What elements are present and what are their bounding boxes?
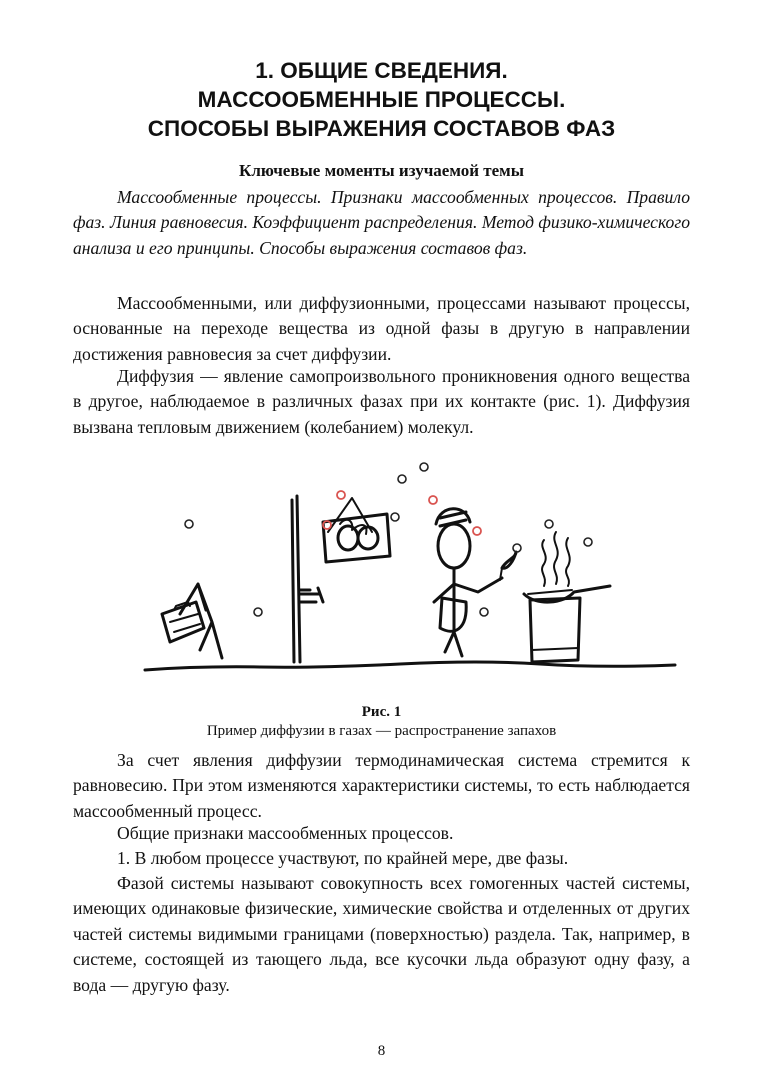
door-post xyxy=(292,496,323,662)
molecule xyxy=(391,513,399,521)
paragraph-text: За счет явления диффузии термодинамическая система стремится к равновесию. При этом изменяются характеристики системы, то есть наблюдается массообменный процесс. xyxy=(73,750,690,821)
page-number: 8 xyxy=(377,1043,386,1059)
molecule xyxy=(584,538,592,546)
paragraph-diffusion xyxy=(73,364,690,440)
figure-caption: Пример диффузии в газах — распространение запахов xyxy=(206,723,557,739)
stove-with-pan xyxy=(524,532,610,662)
paragraph-text: Общие признаки массообменных процессов. xyxy=(117,823,454,843)
wine-glass xyxy=(500,552,516,580)
chapter-title xyxy=(60,56,703,143)
molecule xyxy=(420,463,428,471)
molecule xyxy=(398,475,406,483)
molecule xyxy=(545,520,553,528)
figure-label: Рис. 1 xyxy=(361,704,402,720)
paragraph-phase-definition xyxy=(73,871,690,998)
molecule xyxy=(513,544,521,552)
paragraph-equilibrium xyxy=(73,748,690,824)
paragraph-rule-1 xyxy=(73,846,690,871)
paragraph-text: Фазой системы называют совокупность всех гомогенных частей системы, имеющих одинаковые физические, химические свойства и отделенных от других частей системы видимыми границами (поверхностью) раздела. Так, например, в системе, состоящей из тающего льда, все кусочки льда образуют одну фазу, а вода — другую фазу. xyxy=(73,873,690,995)
title-line-1: 1. ОБЩИЕ СВЕДЕНИЯ. xyxy=(255,58,508,83)
title-line-3: СПОСОБЫ ВЫРАЖЕНИЯ СОСТАВОВ ФАЗ xyxy=(147,116,616,141)
person-with-briefcase xyxy=(162,584,222,658)
title-line-2: МАССООБМЕННЫЕ ПРОЦЕССЫ. xyxy=(197,87,566,112)
paragraph-text: Массообменными, или диффузионными, процессами называют процессы, основанные на переходе вещества из одной фазы в другую в направлении достижения равновесия за счет диффузии. xyxy=(73,293,690,364)
woman-figure xyxy=(434,509,502,656)
paragraph-general-signs xyxy=(73,821,690,846)
section-subheading: Ключевые моменты изучаемой темы xyxy=(239,161,524,180)
molecule xyxy=(254,608,262,616)
molecule xyxy=(185,520,193,528)
key-points-text: Массообменные процессы. Признаки массообменных процессов. Правило фаз. Линия равновесия. Коэффициент распределения. Метод физико-химического анализа и его принципы. Способы выражения составов фаз. xyxy=(73,187,690,258)
molecule xyxy=(473,527,481,535)
picture-frame xyxy=(323,498,390,562)
key-points-paragraph xyxy=(73,185,690,261)
molecule xyxy=(337,491,345,499)
ground-line xyxy=(145,662,675,670)
molecule xyxy=(480,608,488,616)
paragraph-mass-exchange xyxy=(73,291,690,367)
paragraph-text: Диффузия — явление самопроизвольного проникновения одного вещества в другое, наблюдаемое в различных фазах при их контакте (рис. 1). Диффузия вызвана тепловым движением (колебанием) молекул. xyxy=(73,366,690,437)
molecule xyxy=(429,496,437,504)
paragraph-text: 1. В любом процессе участвуют, по крайней мере, две фазы. xyxy=(117,848,569,868)
figure-diffusion-illustration xyxy=(140,452,680,687)
